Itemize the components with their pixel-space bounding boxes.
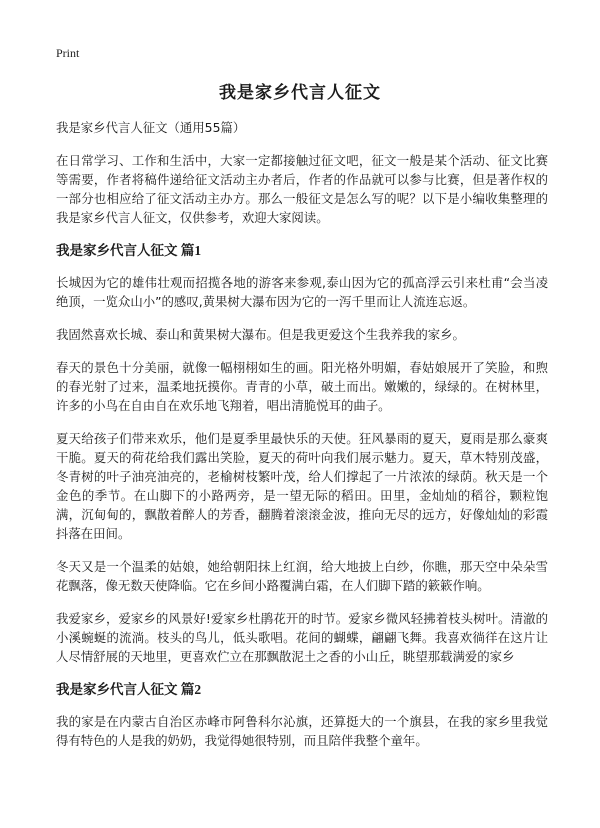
paragraph: 我爱家乡，爱家乡的风景好!爱家乡杜鹃花开的时节。爱家乡微风轻拂着枝头树叶。清澈的小溪蜿蜒的流淌。枝头的鸟儿，低头歌唱。花间的蝴蝶，翩翩飞舞。我喜欢徜徉在这片让人尽情舒展的天地里，更喜欢伫立在那飘散泥土之香的小山丘，眺望那载满爱的家乡 [56,611,548,664]
paragraph: 冬天又是一个温柔的姑娘，她给朝阳抹上红润，给大地披上白纱，你瞧，那天空中朵朵雪花飘落，像无数天使降临。它在乡间小路覆满白霜，在人们脚下踏的簌簌作响。 [56,559,548,593]
section-heading-1: 我是家乡代言人征文 篇1 [56,243,202,258]
paragraph: 长城因为它的雄伟壮观而招揽各地的游客来参观,泰山因为它的孤高浮云引来杜甫“会当凌绝顶，一览众山小”的感叹,黄果树大瀑布因为它的一泻千里而让人流连忘返。 [56,275,548,309]
paragraph: 我固然喜欢长城、泰山和黄果树大瀑布。但是我更爱这个生我养我的家乡。 [56,327,465,342]
paragraph: 夏天给孩子们带来欢乐，他们是夏季里最快乐的天使。狂风暴雨的夏天，夏雨是那么豪爽干脆。夏天的荷花给我们露出笑脸，夏天的荷叶向我们展示魅力。夏天，草木特别茂盛，冬青树的叶子油亮油亮的，老榆树枝繁叶茂，给人们撑起了一片浓浓的绿荫。秋天是一个金色的季节。在山脚下的小路两旁，是一望无际的稻田。田里，金灿灿的稻谷，颗粒饱满，沉甸甸的，飘散着醉人的芳香，翻腾着滚滚金波，推向无尽的远方，好像灿灿的彩霞抖落在田间。 [56,431,548,541]
article-subtitle: 我是家乡代言人征文（通用55篇） [56,120,246,135]
article-body [56,118,548,764]
intro-paragraph: 在日常学习、工作和生活中，大家一定都接触过征文吧，征文一般是某个活动、征文比赛等需要，作者将稿件递给征文活动主办者后，作者的作品就可以参与比赛，但是著作权的一部分也相应给了征文活动主办方。那么一般征文是怎么写的呢？以下是小编收集整理的我是家乡代言人征文，仅供参考，欢迎大家阅读。 [56,153,548,225]
section-heading-2: 我是家乡代言人征文 篇2 [56,682,202,697]
paragraph: 春天的景色十分美丽，就像一幅栩栩如生的画。阳光格外明媚，春姑娘展开了笑脸，和煦的春光射了过来，温柔地抚摸你。青青的小草，破土而出。嫩嫩的，绿绿的。在树林里，许多的小鸟在自由自在欢乐地飞翔着，唱出清脆悦耳的曲子。 [56,360,548,413]
print-link[interactable]: Print [56,46,80,60]
page-title: 我是家乡代言人征文 [219,83,381,103]
paragraph: 我的家是在内蒙古自治区赤峰市阿鲁科尔沁旗，还算挺大的一个旗县，在我的家乡里我觉得有特色的人是我的奶奶，我觉得她很特别，而且陪伴我整个童年。 [56,714,548,748]
